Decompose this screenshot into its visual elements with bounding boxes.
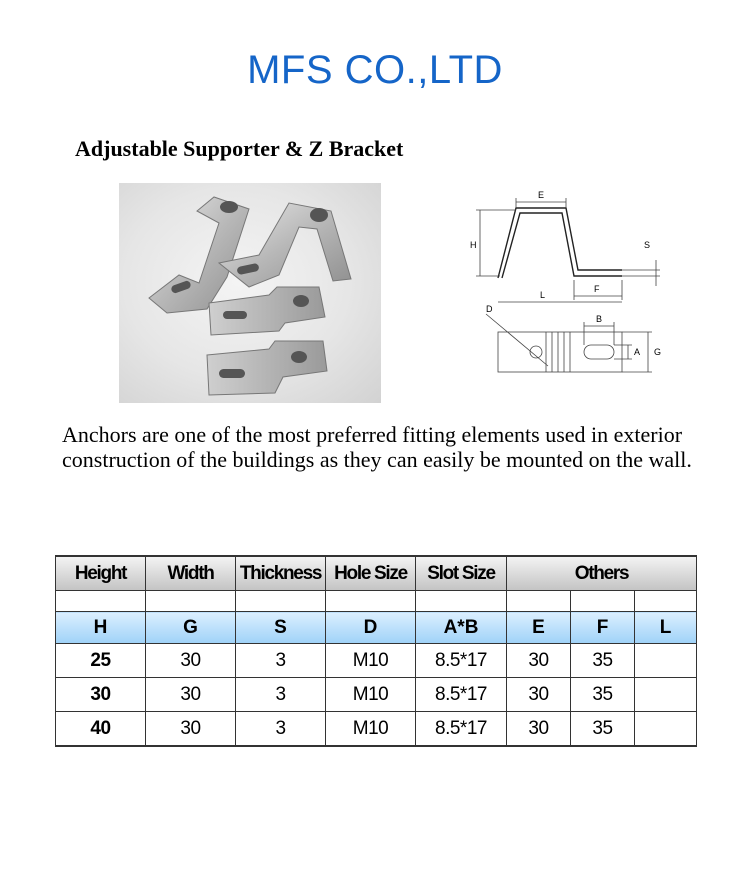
header-height: Height [56,556,146,591]
table-cell: M10 [326,712,416,747]
table-cell: 35 [571,712,635,747]
blank-row [56,591,697,612]
header-row [56,556,697,591]
table-cell [635,678,697,712]
dim-label-b: B [596,314,603,324]
code-cell: A*B [416,612,507,644]
dim-label-e: E [538,190,545,200]
header-thickness: Thickness [236,556,326,591]
code-cell: D [326,612,416,644]
table-cell: 8.5*17 [416,678,507,712]
dim-label-h: H [470,240,477,250]
table-row [56,644,697,678]
table-cell: 35 [571,678,635,712]
code-row [56,612,697,644]
table-cell: 40 [56,712,146,747]
code-cell: F [571,612,635,644]
product-title: Adjustable Supporter & Z Bracket [75,136,404,161]
table-cell: 30 [146,678,236,712]
header-width: Width [146,556,236,591]
table-cell: 30 [146,712,236,747]
table-row [56,712,697,747]
code-cell: S [236,612,326,644]
spec-table [55,555,697,747]
table-cell: 25 [56,644,146,678]
header-others: Others [507,556,697,591]
table-cell: 3 [236,644,326,678]
dim-label-f: F [594,284,600,294]
table-cell: 30 [507,712,571,747]
dim-label-s: S [644,240,651,250]
code-cell: E [507,612,571,644]
table-cell: M10 [326,644,416,678]
table-cell [635,644,697,678]
table-cell: M10 [326,678,416,712]
table-cell: 30 [146,644,236,678]
dim-label-l: L [540,290,546,300]
table-cell: 30 [507,644,571,678]
company-name: MFS CO.,LTD [247,48,503,92]
dim-label-g: G [654,347,662,357]
product-photo [119,183,381,403]
table-cell: 8.5*17 [416,712,507,747]
dim-label-d: D [486,304,493,314]
header-hole-size: Hole Size [326,556,416,591]
table-cell: 30 [56,678,146,712]
header-slot-size: Slot Size [416,556,507,591]
table-cell [635,712,697,747]
table-cell: 30 [507,678,571,712]
dim-label-a: A [634,347,641,357]
code-cell: L [635,612,697,644]
product-description: Anchors are one of the most preferred fitting elements used in exterior construction of the buildings as they can easily be mounted on the wall. [62,422,692,472]
table-cell: 35 [571,644,635,678]
table-cell: 8.5*17 [416,644,507,678]
code-cell: H [56,612,146,644]
bracket-diagram [466,188,666,388]
table-cell: 3 [236,678,326,712]
code-cell: G [146,612,236,644]
table-cell: 3 [236,712,326,747]
table-row [56,678,697,712]
